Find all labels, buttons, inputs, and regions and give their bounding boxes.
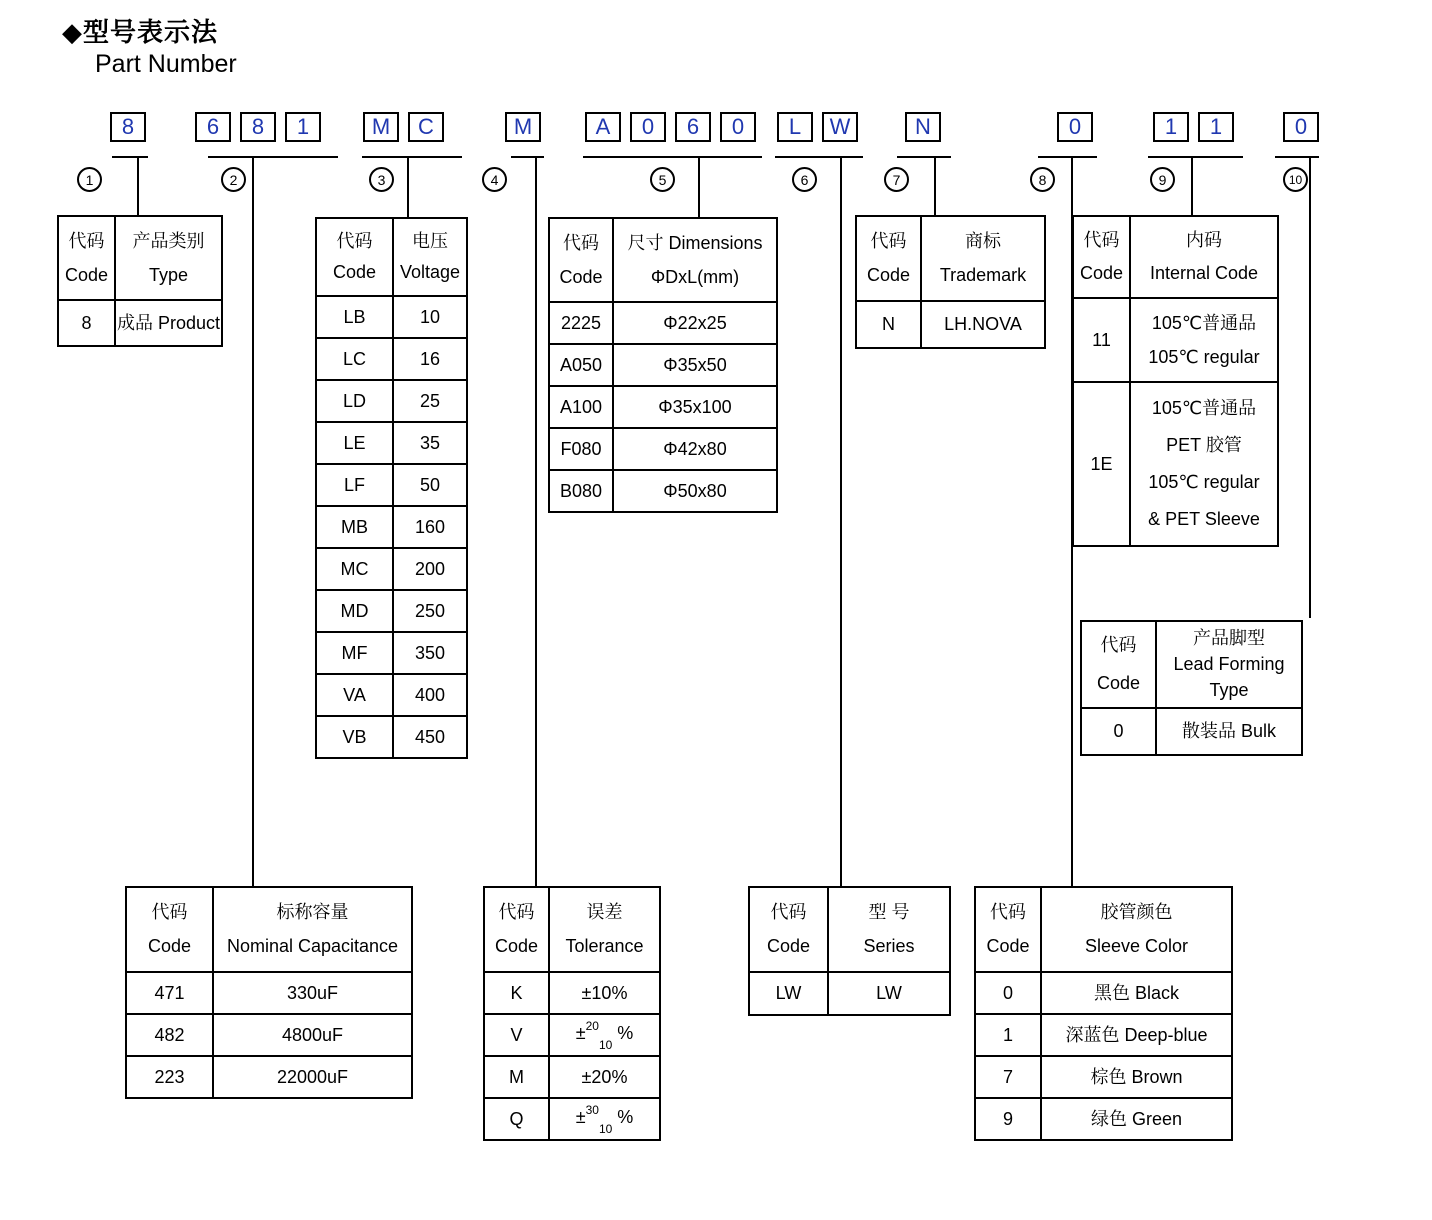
cell-line: Code — [147, 936, 192, 957]
group-number-label: 6 — [800, 171, 809, 188]
underline-10 — [1275, 156, 1319, 158]
table-cell: K — [510, 982, 523, 1003]
table-row — [550, 301, 776, 343]
cell-line: 产品脚型 — [1193, 628, 1265, 649]
table-cell: LE — [343, 432, 366, 453]
cell-line: 105℃ regular — [1148, 346, 1260, 367]
series-table — [748, 886, 951, 1016]
part-number-char-box: N — [905, 112, 941, 142]
cell-line: Code — [64, 264, 109, 285]
capacitance-table — [125, 886, 413, 1099]
cell-line: Lead Forming — [1173, 654, 1285, 675]
table-cell — [548, 1015, 659, 1055]
cell-line: 105℃普通品 — [1151, 398, 1257, 419]
header-cell — [976, 888, 1040, 971]
underline-4 — [511, 156, 544, 158]
connector-line-3 — [407, 156, 409, 217]
cell-line: 105℃普通品 — [1151, 312, 1257, 333]
cell-line: Series — [863, 936, 915, 957]
cell-line: 代码 — [990, 901, 1026, 922]
group-number-2 — [221, 167, 246, 192]
group-number-7 — [884, 167, 909, 192]
part-number-group-3 — [363, 112, 444, 142]
table-row — [317, 715, 466, 757]
table-cell: Φ35x100 — [612, 387, 776, 427]
group-number-5 — [650, 167, 675, 192]
table-cell: 50 — [392, 465, 466, 505]
table-cell: LW — [827, 973, 949, 1014]
table-row — [550, 427, 776, 469]
cell-line: Code — [494, 936, 539, 957]
header-cell — [827, 888, 949, 971]
part-number-char-box: W — [822, 112, 858, 142]
group-number-label: 7 — [892, 171, 901, 188]
connector-line-2 — [252, 156, 254, 886]
table-cell: 成品 Product — [114, 301, 221, 345]
cell-line: 产品类别 — [132, 230, 205, 251]
table-cell: 25 — [392, 381, 466, 421]
table-row — [485, 1055, 659, 1097]
table-header-row — [317, 219, 466, 295]
table-cell: 1E — [1090, 453, 1113, 474]
table-header-row — [857, 217, 1044, 300]
table-row — [976, 1055, 1231, 1097]
table-cell: 400 — [392, 675, 466, 715]
table-cell: 450 — [392, 717, 466, 757]
header-cell — [1155, 622, 1301, 707]
part-number-char-box: L — [777, 112, 813, 142]
table-header-row — [59, 217, 221, 299]
cell-line: Code — [986, 936, 1030, 957]
underline-1 — [112, 156, 148, 158]
connector-line-5 — [698, 156, 700, 217]
cell-line: Code — [559, 266, 603, 287]
header-cell — [1082, 622, 1155, 707]
table-row — [857, 300, 1044, 347]
cell-line: 代码 — [770, 901, 807, 922]
table-row — [976, 1013, 1231, 1055]
table-cell: Φ50x80 — [612, 471, 776, 511]
table-cell: 482 — [154, 1024, 185, 1045]
table-cell: 0 — [1113, 721, 1124, 742]
cell-line: & PET Sleeve — [1148, 509, 1260, 530]
table-cell: VB — [342, 726, 367, 747]
header-cell — [317, 219, 392, 295]
group-number-8 — [1030, 167, 1055, 192]
cell-line: Voltage — [399, 262, 461, 283]
part-number-char-box: M — [363, 112, 399, 142]
header-cell — [857, 217, 920, 300]
internal-code-table — [1072, 215, 1279, 547]
table-cell: VA — [343, 684, 366, 705]
part-number-group-7 — [905, 112, 941, 142]
group-number-label: 9 — [1158, 171, 1167, 188]
table-cell: 200 — [392, 549, 466, 589]
table-row — [317, 631, 466, 673]
part-number-group-1 — [110, 112, 146, 142]
cell-line: 代码 — [1100, 634, 1137, 655]
cell-line: 尺寸 Dimensions — [627, 232, 763, 253]
table-row — [317, 547, 466, 589]
part-number-group-6 — [777, 112, 858, 142]
underline-7 — [897, 156, 951, 158]
table-cell — [1129, 383, 1277, 545]
table-cell: 深蓝色 Deep-blue — [1040, 1015, 1231, 1055]
header-cell — [392, 219, 466, 295]
page-title-en: Part Number — [95, 50, 237, 78]
table-row — [317, 505, 466, 547]
table-cell: 8 — [81, 312, 92, 333]
cell-line: Tolerance — [565, 936, 644, 957]
table-row — [485, 1097, 659, 1139]
header-cell — [1129, 217, 1277, 297]
connector-line-9 — [1191, 156, 1193, 215]
table-cell — [548, 1099, 659, 1139]
underline-8 — [1038, 156, 1097, 158]
cell-line: 商标 — [965, 230, 1001, 251]
part-number-char-box: 8 — [240, 112, 276, 142]
table-cell: 0 — [1002, 982, 1013, 1003]
table-cell: LH.NOVA — [920, 302, 1044, 347]
table-cell: 2225 — [560, 312, 602, 333]
cell-line: 内码 — [1186, 230, 1222, 251]
table-cell: 绿色 Green — [1040, 1099, 1231, 1139]
table-row — [1074, 381, 1277, 545]
table-cell: V — [510, 1024, 523, 1045]
table-row — [317, 295, 466, 337]
table-cell: A100 — [559, 396, 603, 417]
table-row — [317, 673, 466, 715]
product-type-table — [57, 215, 223, 347]
table-row — [317, 589, 466, 631]
cell-line: 标称容量 — [276, 901, 349, 922]
cell-line: 代码 — [1083, 230, 1120, 251]
part-number-char-box: C — [408, 112, 444, 142]
table-cell: 1 — [1002, 1024, 1013, 1045]
cell-line: PET 胶管 — [1166, 435, 1242, 456]
table-row — [1082, 707, 1301, 754]
cell-line: Code — [766, 936, 811, 957]
table-header-row — [750, 888, 949, 971]
table-cell: LB — [343, 306, 366, 327]
table-cell: ±10% — [548, 973, 659, 1013]
header-cell — [1040, 888, 1231, 971]
table-row — [750, 971, 949, 1014]
table-row — [1074, 297, 1277, 381]
sleeve-color-table — [974, 886, 1233, 1141]
header-cell — [612, 219, 776, 301]
table-header-row — [1074, 217, 1277, 297]
tolerance-table — [483, 886, 661, 1141]
table-cell: 11 — [1092, 329, 1111, 350]
part-number-group-10 — [1283, 112, 1319, 142]
table-cell: LC — [342, 348, 366, 369]
table-cell — [1129, 299, 1277, 381]
cell-line: 105℃ regular — [1148, 472, 1260, 493]
tolerance-value: ±$^{20}_{10}$ % — [575, 1019, 634, 1052]
part-number-char-box: 0 — [1057, 112, 1093, 142]
table-cell: 7 — [1002, 1066, 1013, 1087]
cell-line: Type — [1209, 679, 1249, 700]
table-row — [485, 1013, 659, 1055]
table-cell: 9 — [1002, 1108, 1013, 1129]
lead-forming-table — [1080, 620, 1303, 756]
group-number-label: 1 — [85, 171, 94, 188]
group-number-label: 2 — [229, 171, 238, 188]
table-cell: 4800uF — [212, 1015, 411, 1055]
table-header-row — [976, 888, 1231, 971]
cell-line: Code — [332, 262, 377, 283]
table-cell: 黑色 Black — [1040, 973, 1231, 1013]
cell-line: 代码 — [563, 232, 599, 253]
part-number-group-9 — [1153, 112, 1234, 142]
cell-line: 代码 — [498, 901, 535, 922]
cell-line: 电压 — [412, 231, 448, 252]
table-row — [976, 971, 1231, 1013]
table-row — [317, 337, 466, 379]
cell-line: Trademark — [939, 265, 1027, 286]
underline-9 — [1148, 156, 1243, 158]
table-row — [550, 385, 776, 427]
table-row — [485, 971, 659, 1013]
header-cell — [485, 888, 548, 971]
group-number-1 — [77, 167, 102, 192]
cell-line: 代码 — [151, 901, 188, 922]
group-number-label: 5 — [658, 171, 667, 188]
part-number-char-box: 1 — [1153, 112, 1189, 142]
trademark-table — [855, 215, 1046, 349]
group-number-3 — [369, 167, 394, 192]
group-number-label: 10 — [1288, 172, 1303, 187]
table-cell: 16 — [392, 339, 466, 379]
table-cell: 330uF — [212, 973, 411, 1013]
part-number-group-4 — [505, 112, 541, 142]
part-number-char-box: 0 — [720, 112, 756, 142]
table-row — [127, 1055, 411, 1097]
cell-line: 代码 — [870, 230, 907, 251]
header-cell — [548, 888, 659, 971]
group-number-4 — [482, 167, 507, 192]
underline-6 — [775, 156, 863, 158]
cell-line: Nominal Capacitance — [226, 936, 399, 957]
table-row — [127, 971, 411, 1013]
table-header-row — [550, 219, 776, 301]
group-number-9 — [1150, 167, 1175, 192]
cell-line: 代码 — [336, 231, 373, 252]
cell-line: 代码 — [68, 230, 105, 251]
group-number-10 — [1283, 167, 1308, 192]
table-row — [317, 421, 466, 463]
cell-line: Sleeve Color — [1084, 936, 1189, 957]
table-cell: MF — [341, 642, 368, 663]
cell-line: ΦDxL(mm) — [650, 266, 740, 287]
table-cell: 35 — [392, 423, 466, 463]
cell-line: Code — [1096, 673, 1141, 694]
header-cell — [1074, 217, 1129, 297]
cell-line: 误差 — [586, 901, 623, 922]
table-cell: 散装品 Bulk — [1155, 709, 1301, 754]
table-row — [127, 1013, 411, 1055]
table-cell: Q — [509, 1108, 524, 1129]
table-row — [317, 379, 466, 421]
header-cell — [920, 217, 1044, 300]
header-cell — [114, 217, 221, 299]
tolerance-value: ±$^{30}_{10}$ % — [575, 1103, 634, 1136]
part-number-char-box: A — [585, 112, 621, 142]
table-row — [550, 469, 776, 511]
dimensions-table — [548, 217, 778, 513]
table-cell: 471 — [154, 982, 185, 1003]
header-cell — [59, 217, 114, 299]
group-number-label: 3 — [377, 171, 386, 188]
part-number-char-box: 0 — [630, 112, 666, 142]
cell-line: Internal Code — [1149, 263, 1259, 284]
table-cell: MC — [340, 558, 369, 579]
header-cell — [127, 888, 212, 971]
part-number-char-box: 1 — [1198, 112, 1234, 142]
page-title: ◆型号表示法 — [62, 17, 218, 47]
table-cell: 250 — [392, 591, 466, 631]
table-header-row — [485, 888, 659, 971]
table-cell: 350 — [392, 633, 466, 673]
table-cell: 10 — [392, 297, 466, 337]
table-cell: Φ35x50 — [612, 345, 776, 385]
group-number-6 — [792, 167, 817, 192]
underline-5 — [583, 156, 762, 158]
group-number-label: 8 — [1038, 171, 1047, 188]
table-cell: B080 — [559, 480, 603, 501]
table-cell: M — [509, 1066, 524, 1087]
table-cell: LD — [342, 390, 366, 411]
connector-line-1 — [137, 156, 139, 215]
underline-3 — [362, 156, 462, 158]
table-row — [59, 299, 221, 345]
table-cell: A050 — [559, 354, 603, 375]
table-cell: MB — [341, 516, 368, 537]
table-cell: LF — [343, 474, 365, 495]
table-row — [317, 463, 466, 505]
header-cell — [212, 888, 411, 971]
table-cell: 223 — [154, 1066, 185, 1087]
underline-2 — [208, 156, 338, 158]
table-row — [976, 1097, 1231, 1139]
part-number-char-box: 6 — [675, 112, 711, 142]
cell-line: 胶管颜色 — [1100, 901, 1173, 922]
part-number-char-box: 6 — [195, 112, 231, 142]
table-row — [550, 343, 776, 385]
cell-line: Type — [148, 264, 189, 285]
connector-line-4 — [535, 156, 537, 886]
table-cell: 棕色 Brown — [1040, 1057, 1231, 1097]
table-header-row — [1082, 622, 1301, 707]
table-cell: 22000uF — [212, 1057, 411, 1097]
connector-line-10 — [1309, 156, 1311, 618]
table-cell: F080 — [560, 438, 602, 459]
part-number-group-8 — [1057, 112, 1093, 142]
table-cell: LW — [775, 983, 802, 1004]
header-cell — [750, 888, 827, 971]
group-number-label: 4 — [490, 171, 499, 188]
cell-line: 型 号 — [868, 901, 910, 922]
connector-line-6 — [840, 156, 842, 886]
part-number-char-box: 0 — [1283, 112, 1319, 142]
table-cell: MD — [340, 600, 369, 621]
header-cell — [550, 219, 612, 301]
connector-line-7 — [934, 156, 936, 215]
table-cell: Φ22x25 — [612, 303, 776, 343]
table-cell: ±20% — [548, 1057, 659, 1097]
part-number-group-5 — [585, 112, 756, 142]
table-cell: N — [882, 314, 895, 335]
cell-line: Code — [866, 265, 911, 286]
table-cell: 160 — [392, 507, 466, 547]
table-cell: Φ42x80 — [612, 429, 776, 469]
table-header-row — [127, 888, 411, 971]
part-number-group-2 — [195, 112, 321, 142]
cell-line: Code — [1079, 263, 1124, 284]
part-number-char-box: 1 — [285, 112, 321, 142]
part-number-char-box: 8 — [110, 112, 146, 142]
part-number-char-box: M — [505, 112, 541, 142]
voltage-table — [315, 217, 468, 759]
